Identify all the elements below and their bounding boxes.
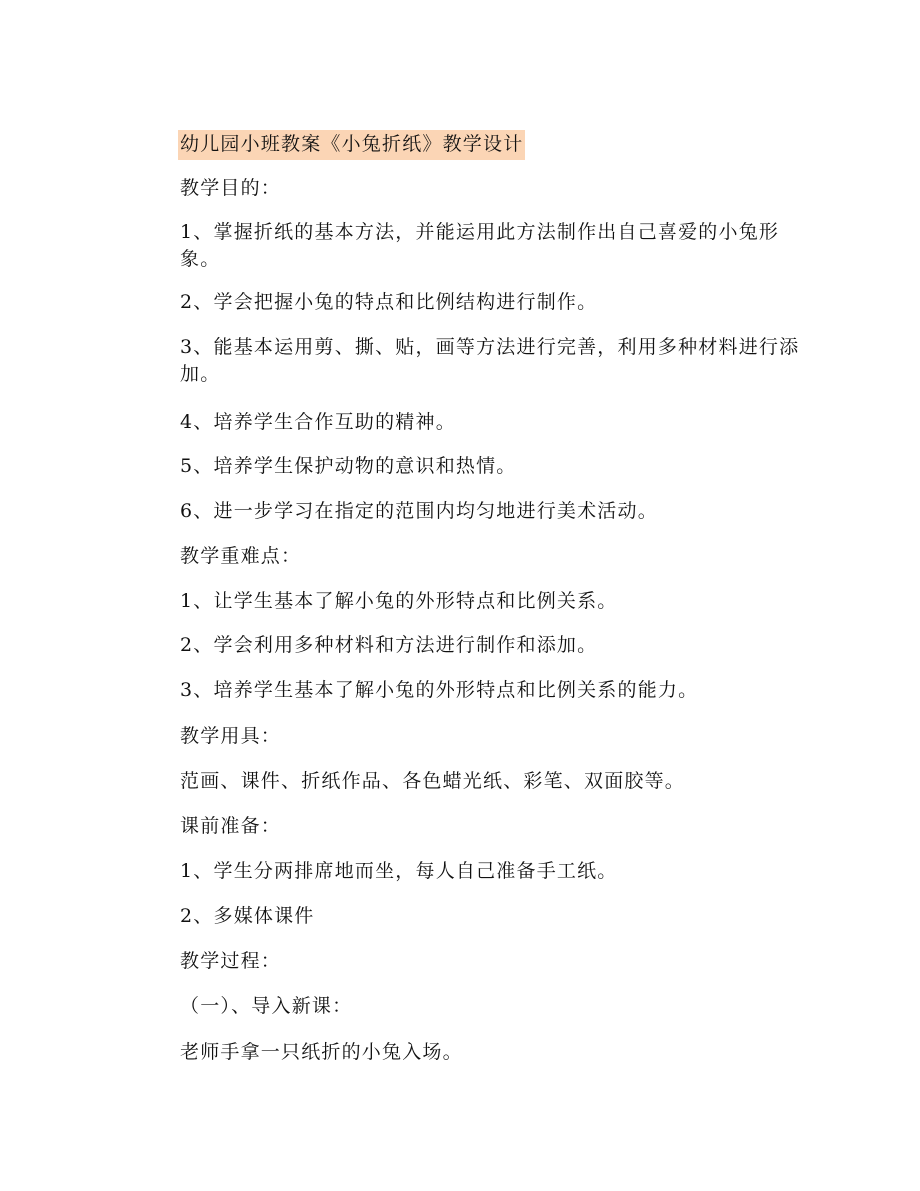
- objective-item-1: 1、掌握折纸的基本方法，并能运用此方法制作出自己喜爱的小兔形象。: [180, 221, 780, 270]
- objective-item-2: 2、学会把握小兔的特点和比例结构进行制作。: [180, 291, 598, 313]
- preparation-item-2: 2、多媒体课件: [180, 905, 315, 927]
- process-step-heading-1: （一）、导入新课：: [180, 995, 353, 1017]
- objective-item-3: 3、能基本运用剪、撕、贴，画等方法进行完善，利用多种材料进行添加。: [180, 336, 800, 385]
- preparation-item-1: 1、学生分两排席地而坐，每人自己准备手工纸。: [180, 860, 618, 882]
- objective-item-6: 6、进一步学习在指定的范围内均匀地进行美术活动。: [180, 500, 658, 522]
- section-heading-key-points: 教学重难点：: [180, 545, 302, 567]
- key-point-item-3: 3、培养学生基本了解小兔的外形特点和比例关系的能力。: [180, 679, 699, 701]
- key-point-item-1: 1、让学生基本了解小兔的外形特点和比例关系。: [180, 590, 618, 612]
- process-step-text-1: 老师手拿一只纸折的小兔入场。: [180, 1041, 463, 1063]
- objective-item-4: 4、培养学生合作互助的精神。: [180, 411, 456, 433]
- section-heading-process: 教学过程：: [180, 950, 282, 972]
- section-heading-preparation: 课前准备：: [180, 815, 282, 837]
- tools-list: 范画、课件、折纸作品、各色蜡光纸、彩笔、双面胶等。: [180, 770, 686, 792]
- section-heading-objectives: 教学目的：: [180, 177, 282, 199]
- section-heading-tools: 教学用具：: [180, 725, 282, 747]
- document-title: 幼儿园小班教案《小兔折纸》教学设计: [178, 130, 525, 160]
- objective-item-5: 5、培养学生保护动物的意识和热情。: [180, 455, 517, 477]
- key-point-item-2: 2、学会利用多种材料和方法进行制作和添加。: [180, 634, 598, 656]
